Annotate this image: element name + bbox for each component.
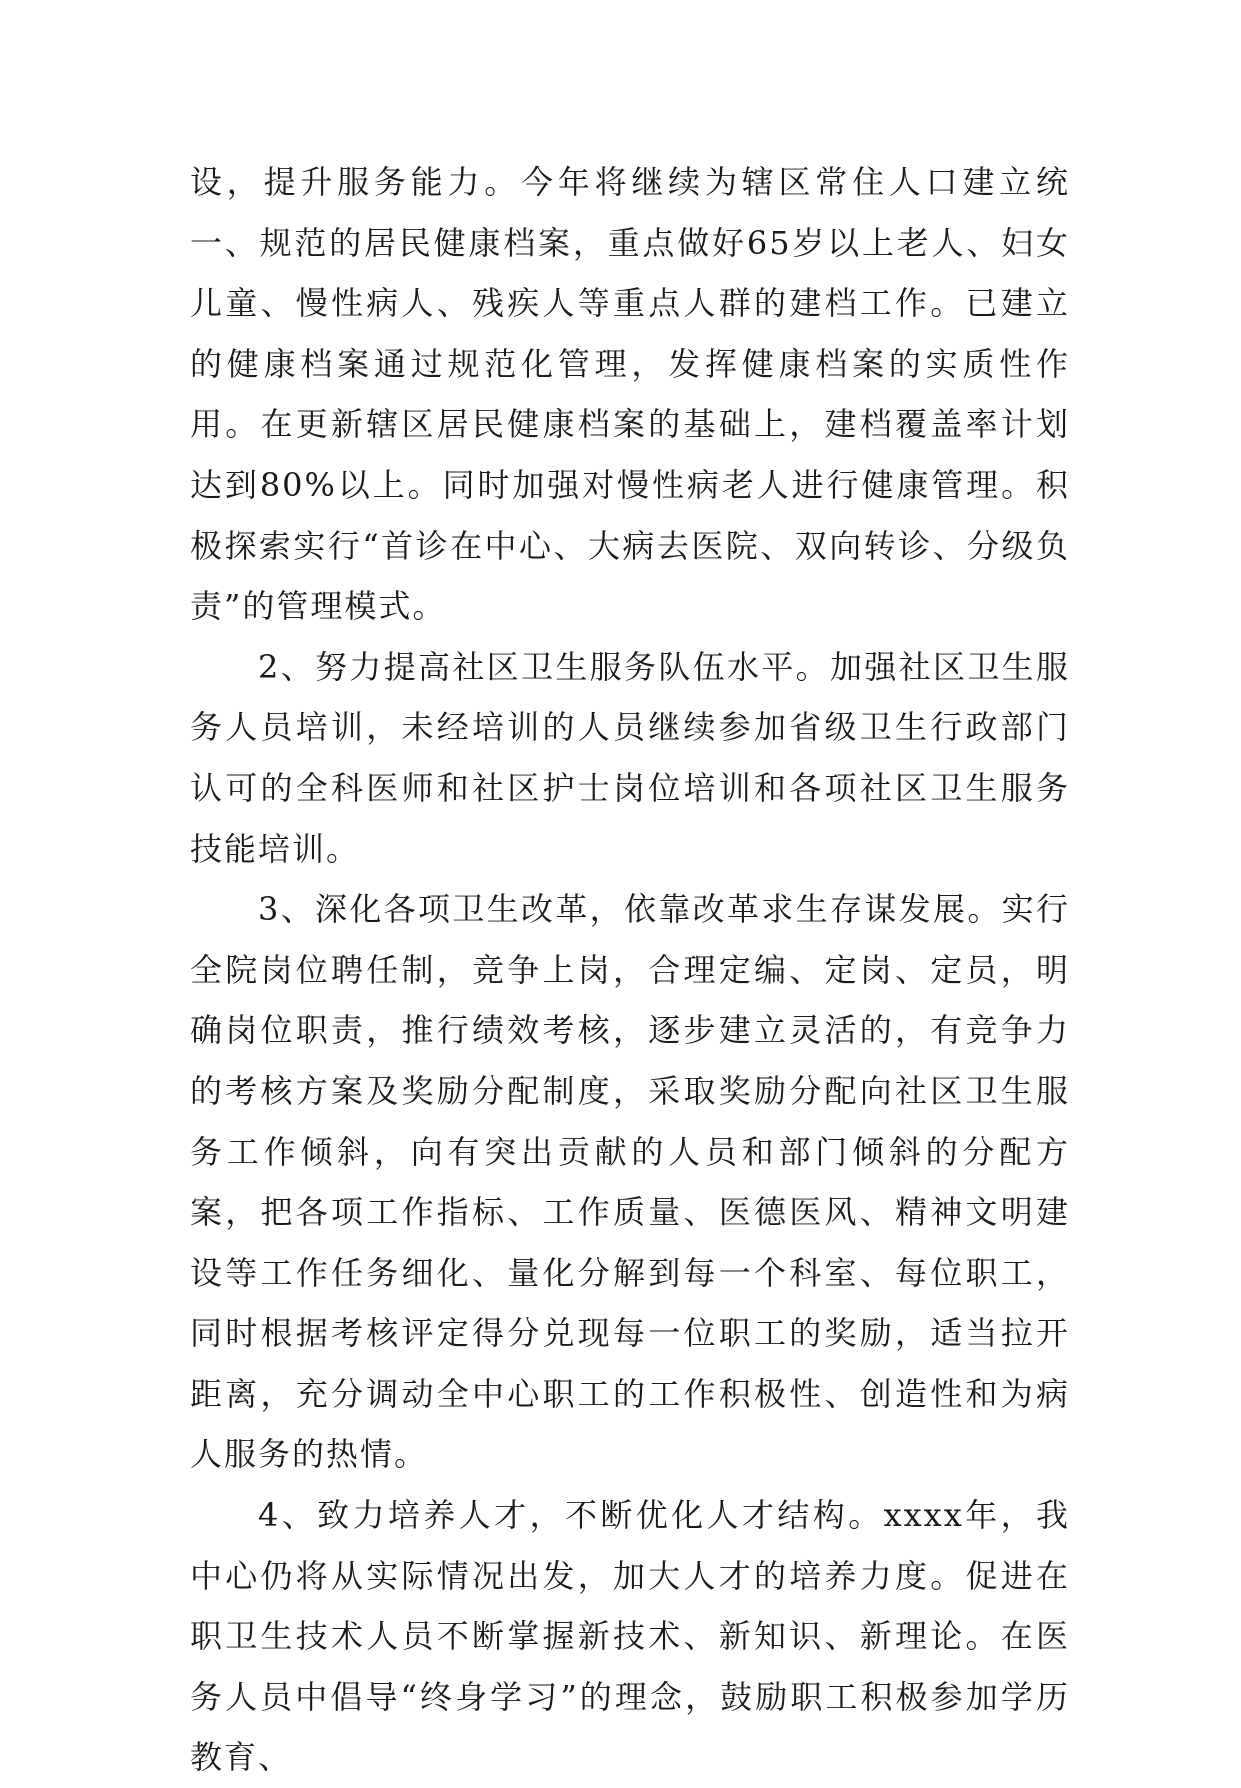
paragraph-item-4: 4、致力培养人才，不断优化人才结构。xxxx年，我中心仍将从实际情况出发，加大人才的培养力度。促进在职卫生技术人员不断掌握新技术、新知识、新理论。在医务人员中倡导“终身学习”的理念，鼓励职工积极参加学历教育、 bbox=[190, 1496, 1070, 1777]
paragraph-continuation: 设，提升服务能力。今年将继续为辖区常住人口建立统一、规范的居民健康档案，重点做好65岁以上老人、妇女儿童、慢性病人、残疾人等重点人群的建档工作。已建立的健康档案通过规范化管理，发挥健康档案的实质性作用。在更新辖区居民健康档案的基础上，建档覆盖率计划达到80%以上。同时加强对慢性病老人进行健康管理。积极探索实行“首诊在中心、大病去医院、双向转诊、分级负责”的管理模式。 bbox=[190, 163, 1070, 626]
paragraph-item-3: 3、深化各项卫生改革，依靠改革求生存谋发展。实行全院岗位聘任制，竞争上岗，合理定编、定岗、定员，明确岗位职责，推行绩效考核，逐步建立灵活的，有竞争力的考核方案及奖励分配制度，采取奖励分配向社区卫生服务工作倾斜，向有突出贡献的人员和部门倾斜的分配方案，把各项工作指标、工作质量、医德医风、精神文明建设等工作任务细化、量化分解到每一个科室、每位职工，同时根据考核评定得分兑现每一位职工的奖励，适当拉开距离，充分调动全中心职工的工作积极性、创造性和为病人服务的热情。 bbox=[190, 890, 1070, 1474]
paragraph-item-2: 2、努力提高社区卫生服务队伍水平。加强社区卫生服务人员培训，未经培训的人员继续参加省级卫生行政部门认可的全科医师和社区护士岗位培训和各项社区卫生服务技能培训。 bbox=[190, 647, 1070, 868]
document-body bbox=[190, 152, 1070, 1788]
